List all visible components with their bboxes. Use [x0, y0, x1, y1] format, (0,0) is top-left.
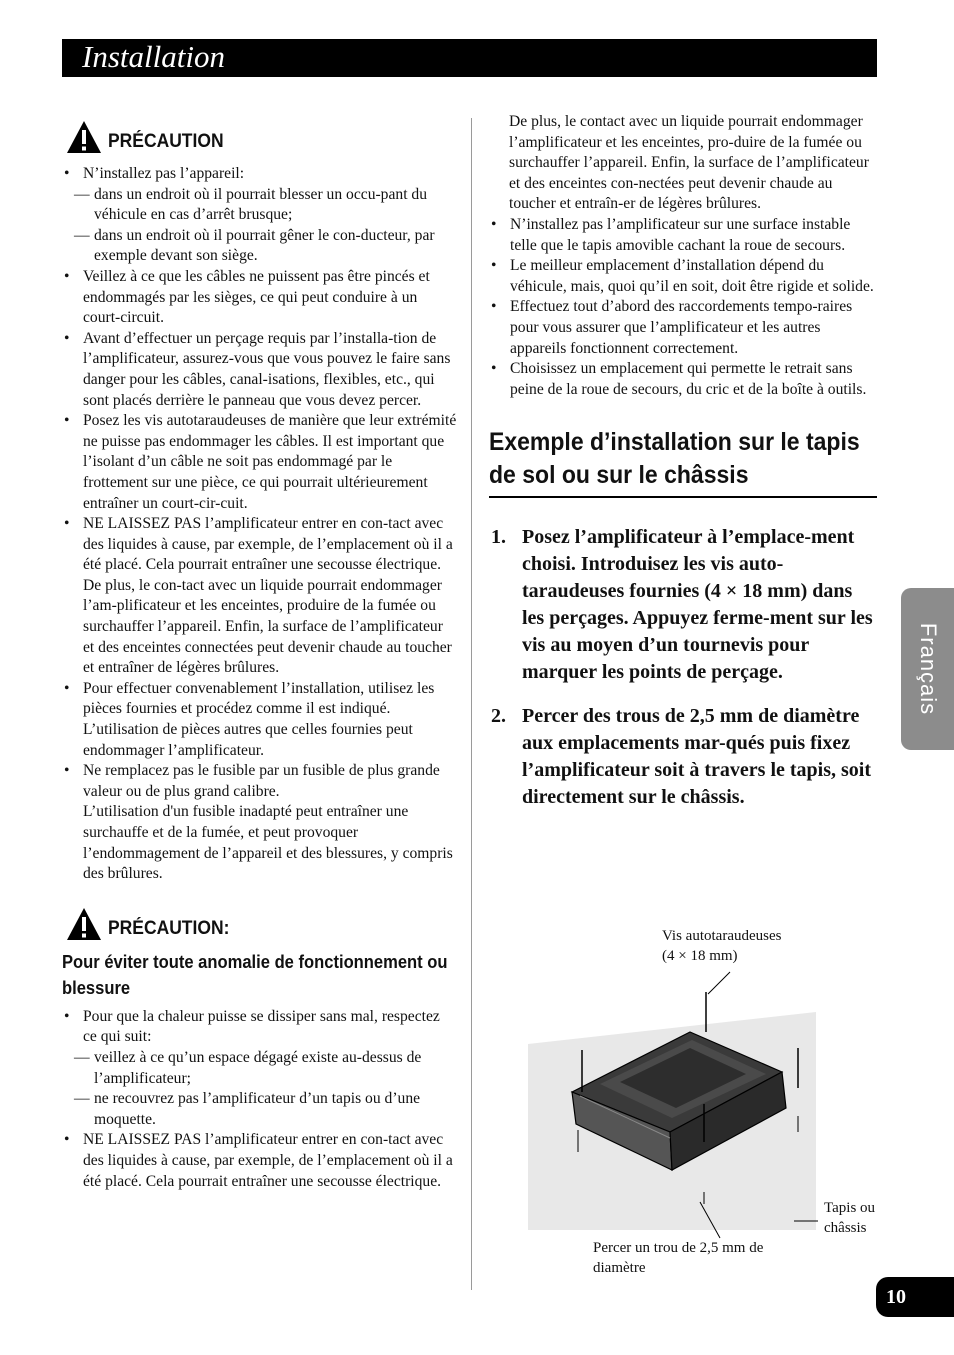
step-item: 2. Percer des trous de 2,5 mm de diamètre aux emplacements mar-qués puis fixez l’amplificateur soit à travers le tapis, soit directement sur le châssis.	[491, 705, 872, 809]
floor-label: Tapis ou châssis	[824, 1200, 876, 1236]
caution-label: PRÉCAUTION	[108, 131, 224, 152]
list-item: • Choisissez un emplacement qui permette le retrait sans peine de la roue de secours, du cric et de la boîte à outils.	[491, 360, 867, 398]
leader-lines	[520, 920, 880, 1290]
list-item: • Pour que la chaleur puisse se dissiper sans mal, respectez ce qui suit: — veillez à ce qu’un espace dégagé existe au-dessus de l’amplificateur; — ne recouvrez pas l’amplificateur d’un tapis ou d’une moquette.	[62, 1007, 457, 1131]
page-title: Installation	[82, 39, 225, 74]
list-item: — veillez à ce qu’un espace dégagé existe au-dessus de l’amplificateur;	[74, 1048, 422, 1087]
page-number: 10	[886, 1286, 906, 1308]
caution-heading-2	[66, 905, 457, 943]
list-item: • Pour effectuer convenablement l’installation, utilisez les pièces fournies et procédez comme il est indiqué. L’utilisation de pièces autres que celles fournies peut endommager l’amplificateur.	[64, 679, 435, 759]
language-tab	[901, 588, 954, 750]
page-number-badge	[876, 1277, 954, 1317]
list-item: — ne recouvrez pas l’amplificateur d’un tapis ou d’une moquette.	[74, 1090, 421, 1128]
list-item: • Ne remplacez pas le fusible par un fusible de plus grande valeur ou de plus grand calibre. L’utilisation d'un fusible inadapté peut entraîner une surchauffe et de la fumée, et peut provoquer l’endommagement de l’appareil et des blessures, y compris des brûlures.	[64, 762, 453, 883]
language-tab-label: Français	[915, 622, 941, 716]
caution-label: PRÉCAUTION:	[108, 917, 230, 939]
list-item: • N’installez pas l’amplificateur sur une surface instable telle que le tapis amovible cachant la roue de secours.	[491, 215, 851, 254]
step-item: 1. Posez l’amplificateur à l’emplace-ment choisi. Introduisez les vis auto-taraudeuses fournies (4 × 18 mm) dans les perçages. Appuyez ferme-ment sur les vis au moyen d’un tournevis pour marquer les points de perçage.	[491, 526, 873, 684]
left-column	[62, 118, 457, 1192]
section-title: Exemple d’installation sur le tapis de sol ou sur le châssis	[489, 428, 860, 490]
continued-paragraph: De plus, le contact avec un liquide pourrait endommager l’amplificateur et les enceintes, pro-duire de la fumée ou surchauffer l’appareil. Enfin, la surface de l’amplificateur et des enceintes con-nectées peut devenir chaude au toucher et entraîn-er de légères brûlures.	[509, 113, 869, 213]
list-item: — dans un endroit où il pourrait blesser un occu-pant du véhicule en cas d’arrêt brusque;	[74, 185, 428, 224]
column-divider	[471, 118, 472, 1290]
list-item: • N’installez pas l’appareil: — dans un endroit où il pourrait blesser un occu-pant du véhicule en cas d’arrêt brusque; — dans un endroit où il pourrait gêner le con-ducteur, par exemple devant son siège.	[62, 164, 457, 267]
caution-heading	[66, 118, 457, 156]
warning-icon	[66, 907, 102, 941]
list-item: — dans un endroit où il pourrait gêner le con-ducteur, par exemple devant son siège.	[74, 226, 435, 265]
installation-figure	[520, 920, 880, 1290]
caution-list	[62, 164, 457, 885]
list-item: • Avant d’effectuer un perçage requis par l’installa-tion de l’amplificateur, assurez-vous que vous pouvez le faire sans danger pour les câbles, canal-isations, flexibles, etc., qui sont placés derrière le panneau que vous devez percer.	[64, 329, 451, 409]
section-rule	[489, 496, 877, 498]
list-item: • Veillez à ce que les câbles ne puissent pas être pincés et endommagés par les sièges, ce qui peut conduire à un court-circuit.	[64, 267, 430, 327]
right-bullet-list	[489, 215, 879, 400]
list-item: • Posez les vis autotaraudeuses de manière que leur extrémité ne puisse pas endommager les câbles. Il est important que l’isolant d’un câble ne soit pas endommagé par le frottement sur une pièce, ce qui pourrait ultérieurement entraîner un court-cir-cuit.	[64, 412, 457, 512]
header-bar	[62, 39, 877, 77]
right-column	[489, 112, 879, 828]
hole-label: Percer un trou de 2,5 mm de diamètre	[593, 1240, 764, 1276]
warning-icon	[66, 120, 102, 154]
screws-label: Vis autotaraudeuses (4 × 18 mm)	[662, 928, 782, 964]
caution-subheading: Pour éviter toute anomalie de fonctionnement ou blessure	[62, 951, 448, 998]
steps-list	[489, 524, 879, 811]
list-item: • NE LAISSEZ PAS l’amplificateur entrer en con-tact avec des liquides à cause, par exemple, de l’emplacement où il a été placé. Cela pourrait entraîner une secousse électrique. De plus, le con-tact avec un liquide pourrait endommager l’am-plificateur et les enceintes, produire de la fumée ou surchauffer l’appareil. Enfin, la surface de l’amplificateur et des enceintes connectées peut devenir chaude au toucher et entraîner de légères brûlures.	[64, 515, 453, 677]
list-item: • Le meilleur emplacement d’installation dépend du véhicule, mais, quoi qu’il en soit, doit être rigide et solide.	[491, 257, 874, 295]
list-item: • NE LAISSEZ PAS l’amplificateur entrer en con-tact avec des liquides à cause, par exemple, de l’emplacement où il a été placé. Cela pourrait entraîner une secousse électrique.	[64, 1131, 453, 1190]
caution-list-2	[62, 1007, 457, 1192]
list-item: • Effectuez tout d’abord des raccordements tempo-raires pour vous assurer que l’amplificateur et les autres appareils fonctionnent correctement.	[491, 298, 853, 357]
